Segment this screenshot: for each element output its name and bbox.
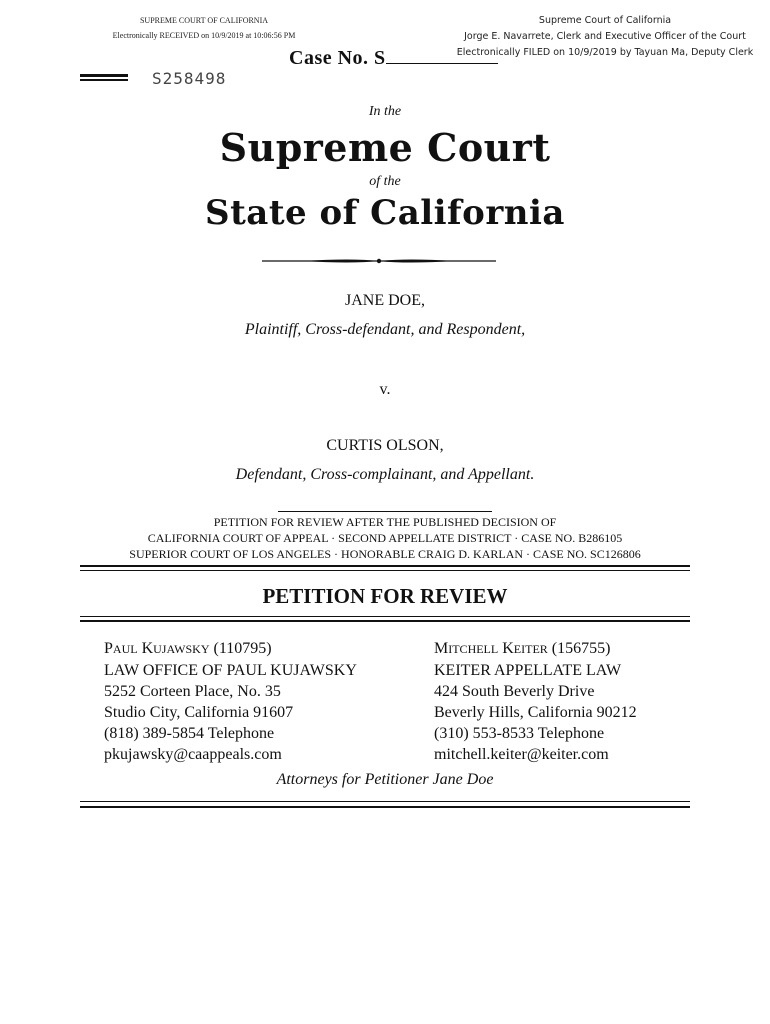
- left-double-rule: [80, 74, 128, 81]
- attorney-address-1: 5252 Corteen Place, No. 35: [104, 683, 281, 700]
- attorney-email: pkujawsky@caappeals.com: [104, 746, 282, 763]
- received-stamp-date: Electronically RECEIVED on 10/9/2019 at 10:06:56 PM: [112, 31, 296, 40]
- attorney-block-left: [104, 638, 357, 765]
- lower-court-line-3: SUPERIOR COURT OF LOS ANGELES · HONORABLE CRAIG D. KARLAN · CASE NO. SC126806: [129, 547, 641, 561]
- of-the-text: of the: [369, 174, 401, 189]
- filed-stamp-court: Supreme Court of California: [538, 15, 672, 26]
- attorney-address-2: Studio City, California 91607: [104, 704, 294, 721]
- defendant-role: Defendant, Cross-complainant, and Appellant.: [235, 466, 535, 483]
- attorney-firm: KEITER APPELLATE LAW: [434, 662, 622, 679]
- divider-thick-1: [80, 565, 690, 567]
- document-title: PETITION FOR REVIEW: [262, 584, 508, 608]
- attorney-address-1: 424 South Beverly Drive: [434, 683, 595, 700]
- in-the-text: In the: [368, 104, 402, 119]
- short-divider: [278, 511, 492, 512]
- attorneys-for: Attorneys for Petitioner Jane Doe: [276, 771, 494, 788]
- attorney-block-right: [434, 638, 637, 765]
- attorney-name: MITCHELL KEITER (156755): [434, 640, 611, 657]
- received-stamp: [104, 13, 304, 43]
- divider-thin-1: [80, 570, 690, 571]
- divider-thick-3: [80, 806, 690, 808]
- docket-number: S258498: [152, 69, 227, 88]
- divider-thin-2: [80, 616, 690, 617]
- plaintiff-name: JANE DOE,: [345, 292, 425, 309]
- attorney-name: PAUL KUJAWSKY (110795): [104, 640, 272, 657]
- received-stamp-court: SUPREME COURT OF CALIFORNIA: [139, 16, 269, 25]
- ornamental-rule: [262, 258, 496, 264]
- filed-stamp-clerk: Jorge E. Navarrete, Clerk and Executive Officer of the Court: [464, 31, 746, 42]
- attorney-phone: (310) 553-8533 Telephone: [434, 725, 605, 742]
- case-number-text: Case No. S: [289, 47, 386, 69]
- attorney-email: mitchell.keiter@keiter.com: [434, 746, 609, 763]
- attorney-phone: (818) 389-5854 Telephone: [104, 725, 275, 742]
- divider-thick-2: [80, 620, 690, 622]
- filed-stamp-date: Electronically FILED on 10/9/2019 by Tayuan Ma, Deputy Clerk: [456, 47, 754, 58]
- attorney-address-2: Beverly Hills, California 90212: [434, 704, 637, 721]
- lower-court-line-2: CALIFORNIA COURT OF APPEAL · SECOND APPELLATE DISTRICT · CASE NO. B286105: [147, 531, 623, 545]
- versus: v.: [379, 381, 391, 398]
- lower-court-line-1: PETITION FOR REVIEW AFTER THE PUBLISHED DECISION OF: [213, 515, 557, 529]
- defendant-name: CURTIS OLSON,: [326, 437, 444, 454]
- attorney-firm: LAW OFFICE OF PAUL KUJAWSKY: [104, 662, 357, 679]
- case-number-blank: [386, 48, 498, 64]
- court-title: Supreme Court: [219, 125, 551, 170]
- filed-stamp: [455, 13, 755, 61]
- state-title: State of California: [205, 193, 565, 233]
- plaintiff-role: Plaintiff, Cross-defendant, and Respondent,: [244, 321, 526, 338]
- divider-thin-3: [80, 801, 690, 802]
- case-number-label: [289, 47, 498, 70]
